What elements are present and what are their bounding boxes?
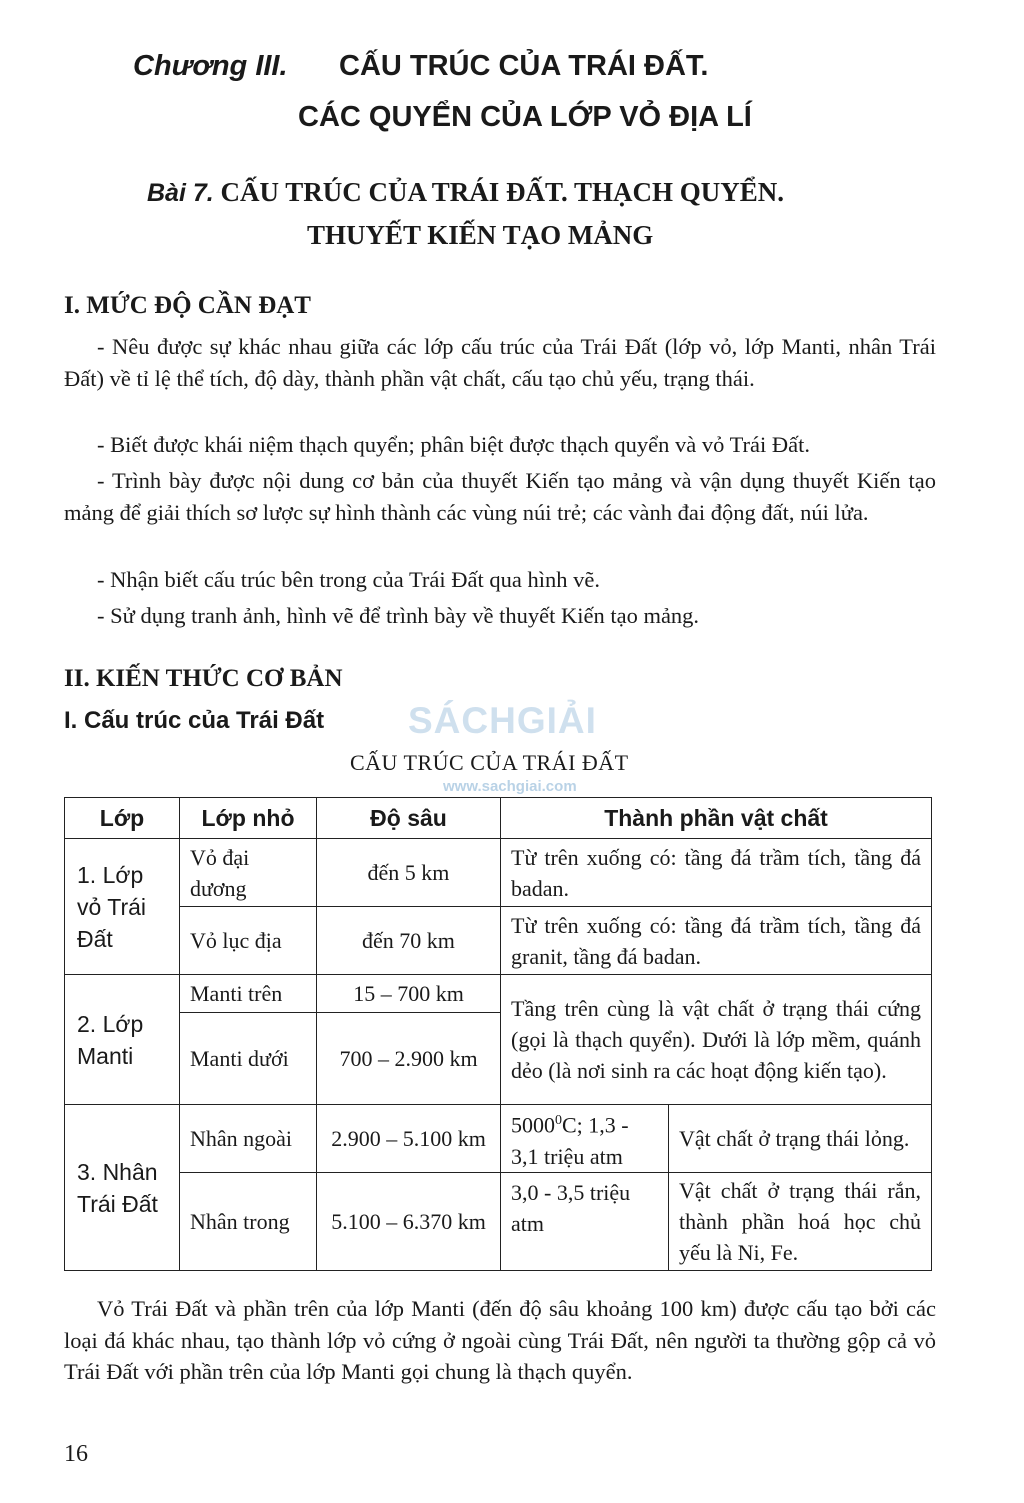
table-row (65, 975, 932, 1013)
header-layer: Lớp (65, 798, 180, 839)
objective-item: - Nhận biết cấu trúc bên trong của Trái Đất qua hình vẽ. (97, 567, 600, 592)
depth-value: đến 70 km (317, 907, 501, 975)
subsection-heading: I. Cấu trúc của Trái Đất (64, 707, 325, 734)
objective-item: - Sử dụng tranh ảnh, hình vẽ để trình bày về thuyết Kiến tạo mảng. (97, 603, 700, 628)
earth-structure-table (64, 797, 932, 1271)
header-composition: Thành phần vật chất (501, 798, 932, 839)
composition-text: Từ trên xuống có: tầng đá trầm tích, tầng đá granit, tầng đá badan. (501, 907, 932, 975)
layer-mantle: 2. Lớp Manti (65, 975, 180, 1105)
lesson-title-line1: CẤU TRÚC CỦA TRÁI ĐẤT. THẠCH QUYỂN. (220, 177, 785, 207)
lesson-heading (147, 177, 784, 208)
condition-rest: C; 1,3 - 3,1 triệu atm (511, 1112, 629, 1169)
chapter-title-line1: CẤU TRÚC CỦA TRÁI ĐẤT. (339, 50, 709, 82)
lesson-title-line2: THUYẾT KIẾN TẠO MẢNG (307, 220, 654, 250)
table-header-row (65, 798, 932, 839)
state-text: Vật chất ở trạng thái rắn, thành phần hoá học chủ yếu là Ni, Fe. (669, 1173, 932, 1271)
depth-value: 5.100 – 6.370 km (317, 1173, 501, 1271)
table-row (65, 907, 932, 975)
composition-text: Tầng trên cùng là vật chất ở trạng thái cứng (gọi là thạch quyển). Dưới là lớp mềm, quánh dẻo (là nơi sinh ra các hoạt động kiến tạo). (501, 975, 932, 1105)
sublayer-name: Nhân ngoài (180, 1105, 317, 1173)
condition-temp: 5000 (511, 1112, 555, 1138)
objective-item: - Biết được khái niệm thạch quyển; phân biệt được thạch quyển và vỏ Trái Đất. (97, 432, 811, 457)
sublayer-name: Manti trên (180, 975, 317, 1013)
section-heading-knowledge: II. KIẾN THỨC CƠ BẢN (64, 665, 343, 692)
depth-value: 2.900 – 5.100 km (317, 1105, 501, 1173)
condition-text (501, 1105, 669, 1173)
table-row (65, 1105, 932, 1173)
header-sublayer: Lớp nhỏ (180, 798, 317, 839)
layer-crust: 1. Lớp vỏ Trái Đất (65, 839, 180, 975)
page-number: 16 (64, 1441, 88, 1467)
table-row (65, 839, 932, 907)
depth-value: 15 – 700 km (317, 975, 501, 1013)
sublayer-name: Vỏ lục địa (180, 907, 317, 975)
table-caption: CẤU TRÚC CỦA TRÁI ĐẤT (350, 750, 629, 775)
lesson-label: Bài 7. (147, 179, 214, 207)
objective-item: - Trình bày được nội dung cơ bản của thuyết Kiến tạo mảng và vận dụng thuyết Kiến tạo mảng để giải thích sơ lược sự hình thành các vùng núi trẻ; các vành đai động đất, núi lửa. (64, 468, 936, 525)
closing-paragraph: Vỏ Trái Đất và phần trên của lớp Manti (đến độ sâu khoảng 100 km) được cấu tạo bởi các loại đá khác nhau, tạo thành lớp vỏ cứng ở ngoài cùng Trái Đất, nên người ta thường gộp cả vỏ Trái Đất với phần trên của lớp Manti gọi chung là thạch quyển. (64, 1296, 936, 1384)
watermark-text: SÁCHGIẢI (408, 700, 597, 741)
header-depth: Độ sâu (317, 798, 501, 839)
chapter-heading (133, 50, 708, 83)
objective-item: - Nêu được sự khác nhau giữa các lớp cấu trúc của Trái Đất (lớp vỏ, lớp Manti, nhân Trái Đất) về tỉ lệ thể tích, độ dày, thành phần vật chất, cấu tạo chủ yếu, trạng thái. (64, 334, 936, 391)
sublayer-name: Nhân trong (180, 1173, 317, 1271)
depth-value: 700 – 2.900 km (317, 1013, 501, 1105)
watermark-url: www.sachgiai.com (443, 778, 577, 795)
chapter-title-line2: CÁC QUYỂN CỦA LỚP VỎ ĐỊA LÍ (298, 101, 752, 133)
depth-value: đến 5 km (317, 839, 501, 907)
composition-text: Từ trên xuống có: tầng đá trầm tích, tầng đá badan. (501, 839, 932, 907)
table-row (65, 1173, 932, 1271)
section-heading-objectives: I. MỨC ĐỘ CẦN ĐẠT (64, 292, 311, 319)
condition-degree: 0 (555, 1113, 562, 1129)
condition-text: 3,0 - 3,5 triệu atm (501, 1173, 669, 1271)
sublayer-name: Vỏ đại dương (180, 839, 317, 907)
state-text: Vật chất ở trạng thái lỏng. (669, 1105, 932, 1173)
sublayer-name: Manti dưới (180, 1013, 317, 1105)
chapter-label: Chương III. (133, 50, 288, 82)
layer-core: 3. Nhân Trái Đất (65, 1105, 180, 1271)
